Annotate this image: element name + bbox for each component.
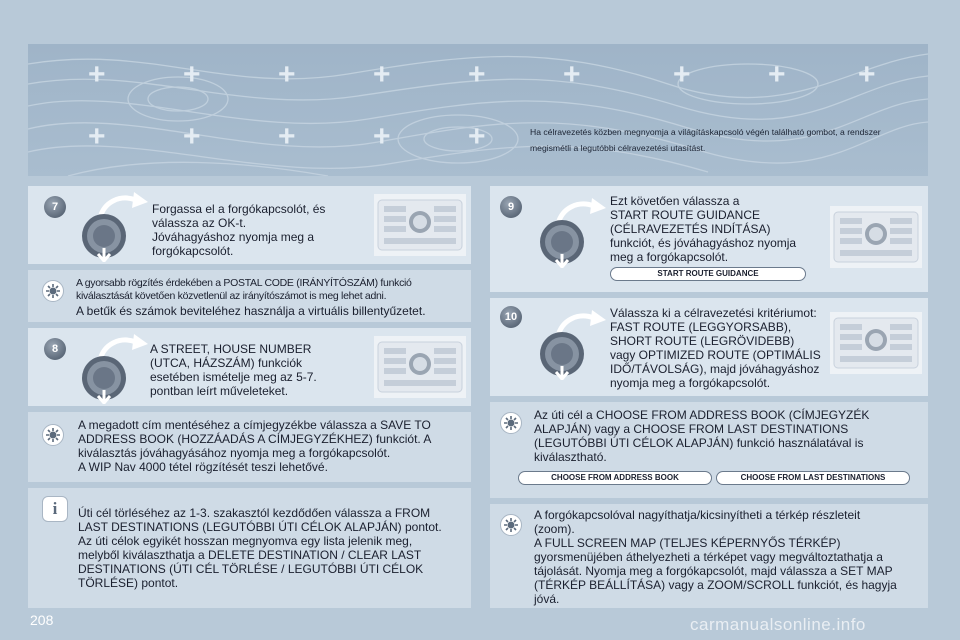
radio-unit-image xyxy=(374,336,466,398)
tip-gear-icon xyxy=(42,424,64,446)
decor-plus: + xyxy=(858,58,876,91)
step-number-badge: 10 xyxy=(500,306,522,328)
step-number-badge: 8 xyxy=(44,338,66,360)
step-9-text: Ezt követően válassza a START ROUTE GUIDANCE (CÉLRAVEZETÉS INDÍTÁSA) funkciót, és jóváhagyáshoz nyomja meg a forgókapcsolót. xyxy=(610,194,797,264)
decor-plus: + xyxy=(88,58,106,91)
radio-unit-image xyxy=(374,194,466,256)
rotary-knob-icon xyxy=(536,308,610,380)
tip-zoom-map xyxy=(490,504,928,608)
decor-plus: + xyxy=(278,120,296,153)
decor-plus: + xyxy=(673,58,691,91)
step-7-text: Forgassa el a forgókapcsolót, és válassza az OK-t. Jóváhagyáshoz nyomja meg a forgókapcsolót. xyxy=(152,202,326,258)
info-delete-text: Úti cél törléséhez az 1-3. szakasztól kezdődően válassza a FROM LAST DESTINATIONS (LEGUTÓBBI ÚTI CÉLOK ALAPJÁN) pontot. Az úti célok egyikét hosszan megnyomva egy lista jelenik meg, melyből kiválaszthatja a DELETE DESTINATION / CLEAR LAST DESTINATIONS (ÚTI CÉL TÖRLÉSE / LEGUTÓBBI ÚTI CÉLOK TÖRLÉSE) pontot. xyxy=(78,506,442,590)
decor-plus: + xyxy=(88,120,106,153)
tip-postal-code xyxy=(28,270,471,322)
tip-gear-icon xyxy=(500,514,522,536)
decor-plus: + xyxy=(183,58,201,91)
decor-plus: + xyxy=(373,120,391,153)
page-number: 208 xyxy=(30,612,54,628)
step-7-panel xyxy=(28,186,471,264)
tip-gear-icon xyxy=(42,280,64,302)
decor-plus: + xyxy=(468,120,486,153)
tip-keyboard-text: A betűk és számok beviteléhez használja a virtuális billentyűzetet. xyxy=(76,304,426,318)
rotary-knob-icon xyxy=(536,196,610,268)
step-10-panel xyxy=(490,298,928,396)
header-banner xyxy=(28,44,928,176)
decor-plus: + xyxy=(563,58,581,91)
tip-save-address-text: A megadott cím mentéséhez a címjegyzékbe válassza a SAVE TO ADDRESS BOOK (HOZZÁADÁS A CÍMJEGYZÉKHEZ) funkciót. A kiválasztás jóváhagyásához nyomja meg a forgókapcsolót. A WIP Nav 4000 tétel rögzítését teszi lehetővé. xyxy=(78,418,432,474)
info-icon: i xyxy=(42,496,68,522)
decor-plus: + xyxy=(468,58,486,91)
step-number-badge: 9 xyxy=(500,196,522,218)
decor-plus: + xyxy=(278,58,296,91)
step-8-panel xyxy=(28,328,471,406)
tip-choose-destination-text: Az úti cél a CHOOSE FROM ADDRESS BOOK (CÍMJEGYZÉK ALAPJÁN) vagy a CHOOSE FROM LAST DESTINATIONS (LEGUTÓBBI ÚTI CÉLOK ALAPJÁN) funkció használatával is kiválasztható. xyxy=(534,408,870,464)
step-number-badge: 7 xyxy=(44,196,66,218)
decor-plus: + xyxy=(183,120,201,153)
hero-note: Ha célravezetés közben megnyomja a világításkapcsoló végén található gombot, a rendszer megismétli a legutóbbi célravezetési utasítást. xyxy=(530,127,881,153)
rotary-knob-icon xyxy=(78,332,152,404)
watermark: carmanualsonline.info xyxy=(690,615,866,634)
step-9-panel xyxy=(490,186,928,292)
step-10-text: Válassza ki a célravezetési kritériumot: FAST ROUTE (LEGGYORSABB), SHORT ROUTE (LEGRÖVIDEBB) vagy OPTIMIZED ROUTE (OPTIMÁLIS IDŐ/TÁVOLSÁG), majd jóváhagyáshoz nyomja meg a forgókapcsolót. xyxy=(610,306,821,390)
tip-gear-icon xyxy=(500,412,522,434)
radio-unit-image xyxy=(830,206,922,268)
tip-choose-destination xyxy=(490,402,928,498)
tip-postal-code-text: A gyorsabb rögzítés érdekében a POSTAL CODE (IRÁNYÍTÓSZÁM) funkció kiválasztását követően közvetlenül az irányítószámot is meg lehet adni. xyxy=(76,277,412,302)
tip-zoom-map-text: A forgókapcsolóval nagyíthatja/kicsinyítheti a térkép részleteit (zoom). A FULL SCREEN MAP (TELJES KÉPERNYŐS TÉRKÉP) gyorsmenüjében áthelyezheti a térképet vagy megváltoztathatja a tájolását. Nyomja meg a forgókapcsolót, majd válassza a SET MAP (TÉRKÉP BEÁLLÍTÁSA) vagy a ZOOM/SCROLL funkciót, és hagyja jóvá. xyxy=(534,508,897,606)
info-delete-destination xyxy=(28,488,471,608)
decor-plus: + xyxy=(373,58,391,91)
choose-from-address-book-button[interactable]: CHOOSE FROM ADDRESS BOOK xyxy=(518,471,712,485)
tip-save-address xyxy=(28,412,471,482)
decor-plus: + xyxy=(768,58,786,91)
start-route-guidance-button[interactable]: START ROUTE GUIDANCE xyxy=(610,267,806,281)
step-8-text: A STREET, HOUSE NUMBER (UTCA, HÁZSZÁM) funkciók esetében ismételje meg az 5-7. pontban leírt műveleteket. xyxy=(150,342,317,398)
choose-from-last-destinations-button[interactable]: CHOOSE FROM LAST DESTINATIONS xyxy=(716,471,910,485)
rotary-knob-icon xyxy=(78,190,152,262)
radio-unit-image xyxy=(830,312,922,374)
